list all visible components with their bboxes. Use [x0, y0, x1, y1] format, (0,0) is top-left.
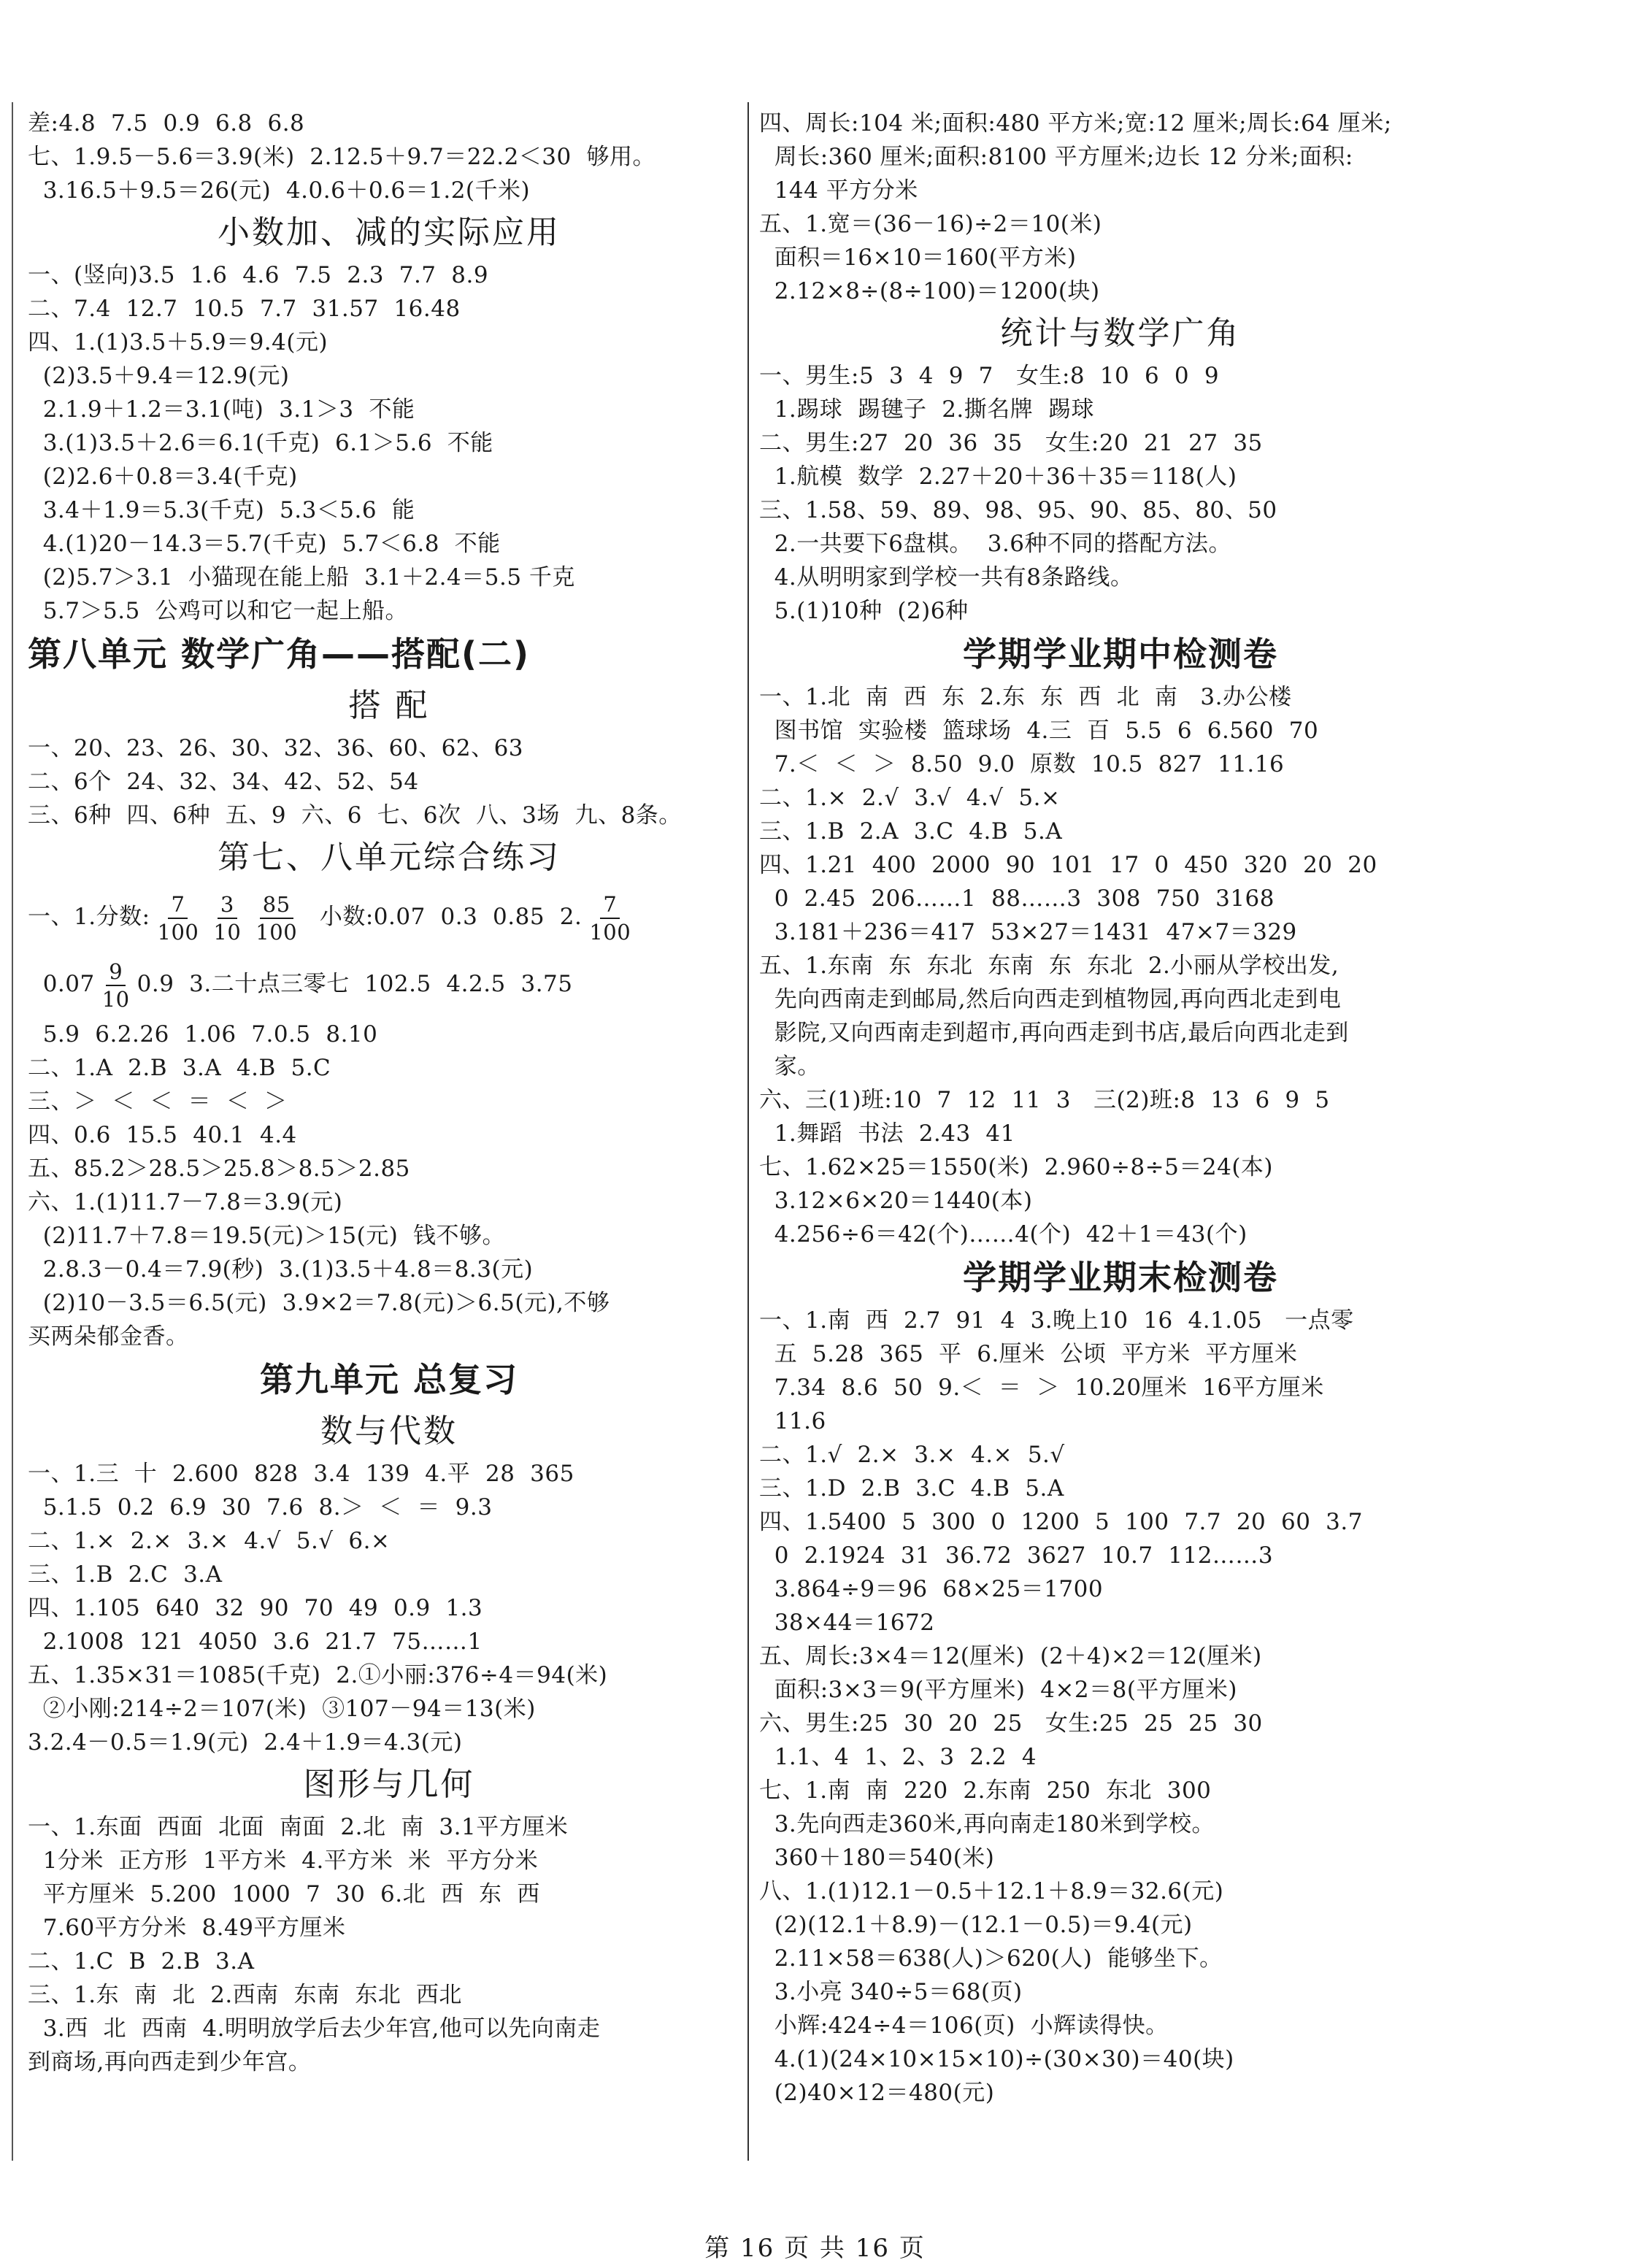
answer-line: 5.9 6.2.26 1.06 7.0.5 8.10 [28, 1021, 378, 1047]
answer-line: 七、1.9.5－5.6＝3.9(米) 2.12.5＋9.7＝22.2＜30 够用。 [28, 144, 656, 170]
answer-line: (2)(12.1＋8.9)－(12.1－0.5)＝9.4(元) [759, 1912, 1193, 1938]
answer-line: 一、1.北 南 西 东 2.东 东 西 北 南 3.办公楼 [759, 684, 1292, 710]
section-heading: 学期学业期中检测卷 [963, 634, 1278, 674]
answer-line: 3.864÷9＝96 68×25＝1700 [759, 1576, 1104, 1602]
fraction-prefix: 0.07 [28, 971, 95, 997]
answer-line: (2)11.7＋7.8＝19.5(元)＞15(元) 钱不够。 [28, 1223, 505, 1249]
answer-line: 五、周长:3×4＝12(厘米) (2＋4)×2＝12(厘米) [759, 1643, 1262, 1669]
answer-line: 5.(1)10种 (2)6种 [759, 598, 969, 624]
answer-line: 五、1.35×31＝1085(千克) 2.①小丽:376÷4＝94(米) [28, 1662, 608, 1688]
section-heading: 学期学业期末检测卷 [963, 1258, 1278, 1297]
answer-line: 四、1.21 400 2000 90 101 17 0 450 320 20 20 [759, 852, 1377, 878]
answer-line: 二、1.× 2.√ 3.√ 4.√ 5.× [759, 785, 1061, 811]
subsection-heading: 第七、八单元综合练习 [218, 839, 561, 876]
answer-line: 差:4.8 7.5 0.9 6.8 6.8 [28, 110, 305, 137]
answer-line: 2.1.9＋1.2＝3.1(吨) 3.1＞3 不能 [28, 396, 415, 423]
answer-line: 四、1.5400 5 300 0 1200 5 100 7.7 20 60 3.7 [759, 1509, 1363, 1535]
answer-line: (2)40×12＝480(元) [759, 2080, 995, 2106]
answer-line: 面积:3×3＝9(平方厘米) 4×2＝8(平方厘米) [759, 1677, 1238, 1703]
answer-line: 0 2.45 206……1 88……3 308 750 3168 [759, 885, 1275, 912]
answer-line: 5.7＞5.5 公鸡可以和它一起上船。 [28, 598, 409, 624]
answer-line: 4.(1)20－14.3＝5.7(千克) 5.7＜6.8 不能 [28, 531, 501, 557]
answer-line: 一、(竖向)3.5 1.6 4.6 7.5 2.3 7.7 8.9 [28, 262, 489, 288]
answer-line: 四、1.(1)3.5＋5.9＝9.4(元) [28, 329, 328, 355]
answer-line: 五、1.宽＝(36－16)÷2＝10(米) [759, 211, 1102, 237]
answer-line: 一、男生:5 3 4 9 7 女生:8 10 6 0 9 [759, 363, 1220, 389]
left-margin-rule [12, 102, 13, 2161]
answer-line: 四、0.6 15.5 40.1 4.4 [28, 1122, 297, 1148]
answer-line: 2.12×8÷(8÷100)＝1200(块) [759, 278, 1100, 304]
subsection-heading: 数与代数 [320, 1412, 458, 1450]
answer-line: 7.60平方分米 8.49平方厘米 [28, 1915, 346, 1941]
answer-line: 三、1.B 2.A 3.C 4.B 5.A [759, 818, 1063, 845]
answer-line: 三、1.B 2.C 3.A [28, 1561, 223, 1588]
answer-line: 2.一共要下6盘棋。 3.6种不同的搭配方法。 [759, 531, 1232, 557]
answer-line: 七、1.62×25＝1550(米) 2.960÷8÷5＝24(本) [759, 1154, 1274, 1180]
answer-line: 六、1.(1)11.7－7.8＝3.9(元) [28, 1189, 343, 1215]
right-column [759, 107, 1482, 2110]
answer-line: 六、三(1)班:10 7 12 11 3 三(2)班:8 13 6 9 5 [759, 1087, 1330, 1113]
answer-line-fractions [28, 883, 750, 950]
answer-line: 七、1.南 南 220 2.东南 250 东北 300 [759, 1777, 1212, 1804]
answer-line: 二、1.√ 2.× 3.× 4.× 5.√ [759, 1442, 1065, 1468]
answer-line: 四、1.105 640 32 90 70 49 0.9 1.3 [28, 1595, 483, 1621]
left-column [28, 107, 750, 2079]
answer-line: 五 5.28 365 平 6.厘米 公顷 平方米 平方厘米 [759, 1341, 1298, 1367]
answer-line: 1.舞蹈 书法 2.43 41 [759, 1120, 1015, 1147]
answer-line-fractions [28, 950, 750, 1018]
fraction-denominator: 100 [157, 919, 199, 945]
fraction [589, 891, 631, 945]
answer-line: 3.12×6×20＝1440(本) [759, 1188, 1033, 1214]
answer-line: 小辉:424÷4＝106(页) 小辉读得快。 [759, 2013, 1169, 2039]
fraction [102, 958, 130, 1012]
section-heading: 第九单元 总复习 [259, 1360, 518, 1399]
page-footer: 第 16 页 共 16 页 [704, 2234, 926, 2263]
answer-line: 3.(1)3.5＋2.6＝6.1(千克) 6.1＞5.6 不能 [28, 430, 493, 456]
answer-line: 五、85.2＞28.5＞25.8＞8.5＞2.85 [28, 1156, 410, 1182]
fraction-suffix: 0.9 3.二十点三零七 102.5 4.2.5 3.75 [137, 971, 573, 997]
answer-line: 1.踢球 踢毽子 2.撕名牌 踢球 [759, 396, 1094, 423]
answer-line: 六、男生:25 30 20 25 女生:25 25 25 30 [759, 1710, 1263, 1737]
answer-line: 图书馆 实验楼 篮球场 4.三 百 5.5 6 6.560 70 [759, 718, 1319, 744]
answer-line: (2)2.6＋0.8＝3.4(千克) [28, 464, 298, 490]
section-heading: 第八单元 数学广角——搭配(二) [28, 634, 531, 674]
fraction-numerator: 3 [218, 891, 237, 919]
fraction-prefix: 一、1.分数: [28, 904, 150, 930]
answer-line: 一、1.南 西 2.7 91 4 3.晚上10 16 4.1.05 一点零 [759, 1307, 1354, 1334]
answer-line: 4.256÷6＝42(个)……4(个) 42＋1＝43(个) [759, 1221, 1248, 1248]
fraction-denominator: 100 [255, 919, 298, 945]
answer-line: 7.＜ ＜ ＞ 8.50 9.0 原数 10.5 827 11.16 [759, 751, 1285, 777]
answer-line: 三、1.58、59、89、98、95、90、85、80、50 [759, 497, 1277, 523]
answer-line: 38×44＝1672 [759, 1610, 935, 1636]
answer-line: 4.(1)(24×10×15×10)÷(30×30)＝40(块) [759, 2046, 1234, 2072]
answer-line: 3.先向西走360米,再向南走180米到学校。 [759, 1811, 1215, 1837]
answer-line: 144 平方分米 [759, 177, 918, 204]
answer-line: 二、男生:27 20 36 35 女生:20 21 27 35 [759, 430, 1263, 456]
answer-line: 三、6种 四、6种 五、9 六、6 七、6次 八、3场 九、8条。 [28, 802, 682, 829]
answer-line: 5.1.5 0.2 6.9 30 7.6 8.＞ ＜ ＝ 9.3 [28, 1494, 493, 1521]
answer-line: 360＋180＝540(米) [759, 1845, 995, 1871]
answer-line: 二、1.A 2.B 3.A 4.B 5.C [28, 1055, 331, 1081]
answer-line: 先向西南走到邮局,然后向西走到植物园,再向西北走到电 [759, 986, 1342, 1012]
answer-line: 面积＝16×10＝160(平方米) [759, 245, 1077, 271]
answer-line: 0 2.1924 31 36.72 3627 10.7 112……3 [759, 1542, 1274, 1569]
answer-line: 11.6 [759, 1408, 826, 1434]
fraction-numerator: 85 [260, 891, 293, 919]
answer-line: 3.4＋1.9＝5.3(千克) 5.3＜5.6 能 [28, 497, 415, 523]
answer-line: 一、1.东面 西面 北面 南面 2.北 南 3.1平方厘米 [28, 1814, 569, 1840]
fraction-mid-text: 小数:0.07 0.3 0.85 2. [304, 904, 583, 930]
answer-line: 三、＞ ＜ ＜ ＝ ＜ ＞ [28, 1088, 288, 1115]
answer-line: 四、周长:104 米;面积:480 平方米;宽:12 厘米;周长:64 厘米; [759, 110, 1392, 137]
answer-line: 到商场,再向西走到少年宫。 [28, 2049, 312, 2075]
fraction-denominator: 10 [101, 986, 130, 1012]
answer-line: 平方厘米 5.200 1000 7 30 6.北 西 东 西 [28, 1881, 540, 1907]
answer-line: 3.小亮 340÷5＝68(页) [759, 1979, 1023, 2005]
fraction-numerator: 7 [600, 891, 620, 919]
answer-line: 周长:360 厘米;面积:8100 平方厘米;边长 12 分米;面积: [759, 144, 1353, 170]
answer-line: (2)10－3.5＝6.5(元) 3.9×2＝7.8(元)＞6.5(元),不够 [28, 1290, 610, 1316]
answer-line: 买两朵郁金香。 [28, 1323, 189, 1350]
answer-line: 1.航模 数学 2.27＋20＋36＋35＝118(人) [759, 464, 1237, 490]
answer-line: 二、6个 24、32、34、42、52、54 [28, 769, 419, 795]
answer-line: 3.181＋236＝417 53×27＝1431 47×7＝329 [759, 919, 1297, 945]
answer-line: 一、20、23、26、30、32、36、60、62、63 [28, 735, 524, 761]
fraction [158, 891, 199, 945]
answer-line: 一、1.三 十 2.600 828 3.4 139 4.平 28 365 [28, 1461, 574, 1487]
answer-line: (2)3.5＋9.4＝12.9(元) [28, 363, 290, 389]
answer-line: 2.8.3－0.4＝7.9(秒) 3.(1)3.5＋4.8＝8.3(元) [28, 1256, 534, 1283]
answer-line: 1分米 正方形 1平方米 4.平方米 米 平方分米 [28, 1848, 539, 1874]
answer-line: 3.西 北 西南 4.明明放学后去少年宫,他可以先向南走 [28, 2015, 601, 2042]
answer-line: 2.1008 121 4050 3.6 21.7 75……1 [28, 1629, 483, 1655]
answer-line: (2)5.7＞3.1 小猫现在能上船 3.1＋2.4＝5.5 千克 [28, 564, 575, 591]
fraction-denominator: 10 [213, 919, 242, 945]
answer-line: 三、1.东 南 北 2.西南 东南 东北 西北 [28, 1982, 462, 2008]
answer-line: 影院,又向西南走到超市,再向西走到书店,最后向西北走到 [759, 1020, 1349, 1046]
answer-line: 家。 [759, 1053, 820, 1080]
answer-line: 二、7.4 12.7 10.5 7.7 31.57 16.48 [28, 296, 461, 322]
subsection-heading: 搭 配 [348, 687, 430, 724]
subsection-heading: 统计与数学广角 [1000, 315, 1241, 352]
fraction [213, 891, 241, 945]
answer-line: 1.1、4 1、2、3 2.2 4 [759, 1744, 1037, 1770]
fraction-numerator: 9 [106, 958, 126, 986]
fraction-numerator: 7 [168, 891, 188, 919]
answer-line: 二、1.C B 2.B 3.A [28, 1948, 255, 1975]
subsection-heading: 小数加、减的实际应用 [218, 214, 561, 251]
answer-line: 3.16.5＋9.5＝26(元) 4.0.6＋0.6＝1.2(千米) [28, 177, 531, 204]
fraction-denominator: 100 [589, 919, 631, 945]
answer-line: 3.2.4－0.5＝1.9(元) 2.4＋1.9＝4.3(元) [28, 1729, 463, 1756]
answer-line: 三、1.D 2.B 3.C 4.B 5.A [759, 1475, 1064, 1502]
answer-line: 二、1.× 2.× 3.× 4.√ 5.√ 6.× [28, 1528, 391, 1554]
answer-line: ②小刚:214÷2＝107(米) ③107－94＝13(米) [28, 1696, 536, 1722]
subsection-heading: 图形与几何 [303, 1766, 475, 1803]
answer-line: 7.34 8.6 50 9.＜ ＝ ＞ 10.20厘米 16平方厘米 [759, 1375, 1324, 1401]
fraction [255, 891, 297, 945]
answer-line: 4.从明明家到学校一共有8条路线。 [759, 564, 1134, 591]
answer-line: 五、1.东南 东 东北 东南 东 东北 2.小丽从学校出发, [759, 953, 1339, 979]
answer-line: 2.11×58＝638(人)＞620(人) 能够坐下。 [759, 1945, 1223, 1972]
answer-line: 八、1.(1)12.1－0.5＋12.1＋8.9＝32.6(元) [759, 1878, 1224, 1904]
